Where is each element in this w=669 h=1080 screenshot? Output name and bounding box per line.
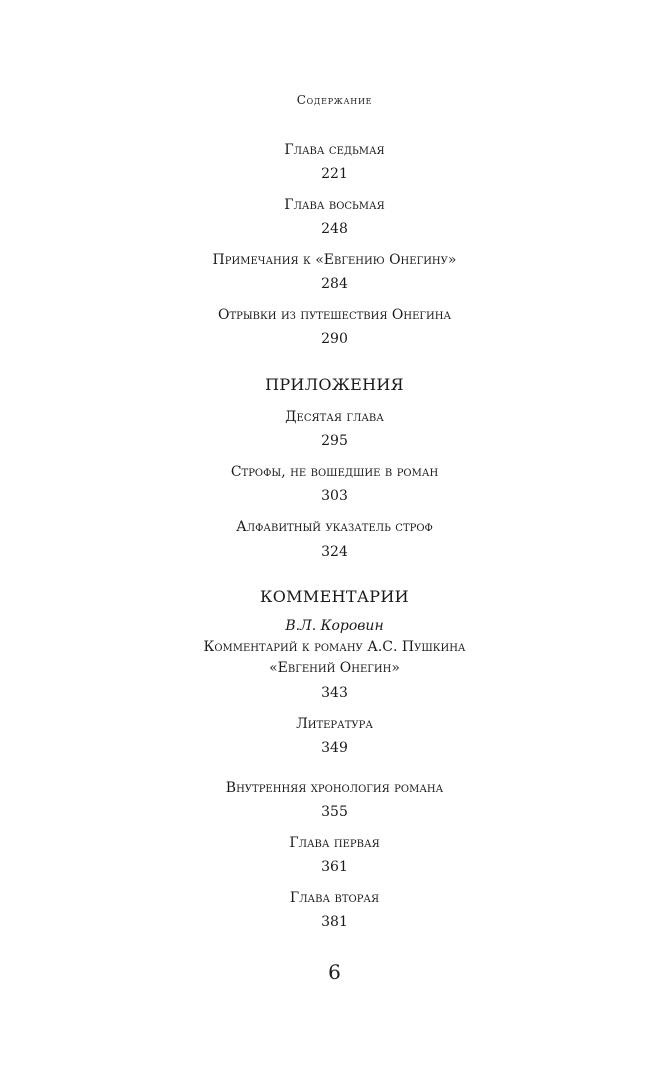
toc-entry-title: Отрывки из путешествия Онегина xyxy=(217,307,452,323)
toc-entry-title: Глава восьмая xyxy=(284,197,385,213)
commentary-title-line-1: Комментарий к роману А.С. Пушкина xyxy=(203,639,466,655)
toc-entry-title: Строфы, не вошедшие в роман xyxy=(230,464,439,480)
toc-entry-page: 221 xyxy=(321,166,348,182)
toc-entry-title: Примечания к «Евгению Онегину» xyxy=(212,252,457,268)
toc-entry-title: Десятая глава xyxy=(285,409,384,425)
toc-entry-page: 290 xyxy=(321,331,348,347)
toc-entry-page: 284 xyxy=(321,276,348,292)
toc-entry-title: Глава первая xyxy=(289,835,380,851)
commentary-author: В.Л. Коровин xyxy=(285,618,384,634)
toc-entry-page: 355 xyxy=(321,804,348,820)
toc-entry-page: 361 xyxy=(321,859,348,875)
toc-entry-title: Внутренняя хронология романа xyxy=(225,780,444,796)
section-heading-appendix: ПРИЛОЖЕНИЯ xyxy=(265,375,404,394)
toc-entry-page: 324 xyxy=(321,544,348,560)
toc-entry-title: Глава седьмая xyxy=(284,142,385,158)
page-number: 6 xyxy=(328,960,341,984)
toc-entry-page: 381 xyxy=(321,914,348,930)
running-head: Содержание xyxy=(296,93,373,107)
toc-entry-title: Глава вторая xyxy=(289,890,380,906)
commentary-title-line-2: «Евгений Онегин» xyxy=(269,660,400,676)
toc-entry-page: 295 xyxy=(321,433,348,449)
toc-entry-title: Алфавитный указатель строф xyxy=(236,519,433,535)
toc-entry-page: 303 xyxy=(321,488,348,504)
toc-entry-title: Литература xyxy=(296,716,373,732)
toc-entry-page: 248 xyxy=(321,221,348,237)
toc-entry-page: 343 xyxy=(321,685,348,701)
section-heading-commentary: КОММЕНТАРИИ xyxy=(260,587,409,606)
toc-entry-page: 349 xyxy=(321,740,348,756)
